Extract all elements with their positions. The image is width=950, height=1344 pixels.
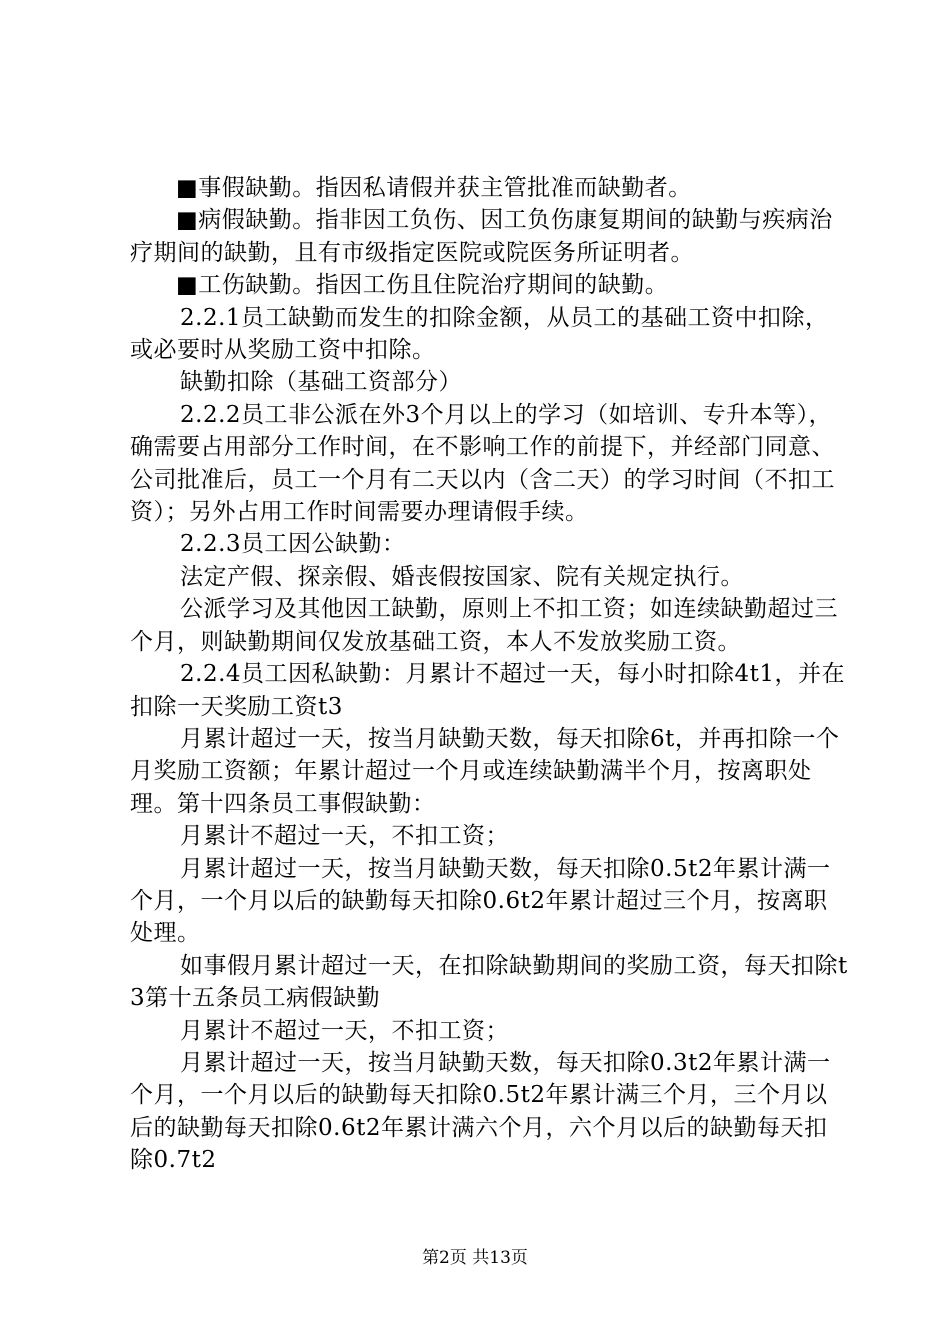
- paragraph-deduction-heading: 缺勤扣除（基础工资部分）: [180, 369, 462, 396]
- paragraph-sick-over-one-day: 月累计超过一天，按当月缺勤天数，每天扣除0.3t2年累计满一个月，一个月以后的缺勤每天扣除0.5t2年累计满三个月，三个月以后的缺勤每天扣除0.6t2年累计满六个月，六个月以后的缺勤每天扣除0.7t2: [130, 1049, 831, 1174]
- paragraph-2-2-3: 2.2.3员工因公缺勤：: [180, 531, 406, 558]
- paragraph-2-2-1: 2.2.1员工缺勤而发生的扣除金额，从员工的基础工资中扣除，或必要时从奖励工资中扣除。: [130, 304, 829, 364]
- paragraph-sick-under-one-day: 月累计不超过一天，不扣工资；: [180, 1017, 509, 1044]
- paragraph-2-2-4: 2.2.4员工因私缺勤：月累计不超过一天，每小时扣除4t1，并在扣除一天奖励工资t3: [130, 661, 846, 720]
- paragraph-injury-leave: ■工伤缺勤。指因工伤且住院治疗期间的缺勤。: [176, 272, 669, 299]
- paragraph-2-2-2: 2.2.2员工非公派在外3个月以上的学习（如培训、专升本等），确需要占用部分工作时间，在不影响工作的前提下，并经部门同意、公司批准后，员工一个月有二天以内（含二天）的学习时间（不扣工资）；另外占用工作时间需要办理请假手续。: [130, 401, 835, 526]
- paragraph-statutory-leave: 法定产假、探亲假、婚丧假按国家、院有关规定执行。: [180, 563, 744, 590]
- document-body: [130, 172, 850, 1177]
- paragraph-sick-leave: ■病假缺勤。指非因工负伤、因工负伤康复期间的缺勤与疾病治疗期间的缺勤，且有市级指定医院或院医务所证明者。: [130, 207, 833, 266]
- paragraph-official-study: 公派学习及其他因工缺勤，原则上不扣工资；如连续缺勤超过三个月，则缺勤期间仅发放基础工资，本人不发放奖励工资。: [130, 596, 838, 655]
- paragraph-personal-under-one-day: 月累计不超过一天，不扣工资；: [180, 823, 509, 850]
- paragraph-personal-over-one-day: 月累计超过一天，按当月缺勤天数，每天扣除0.5t2年累计满一个月，一个月以后的缺勤每天扣除0.6t2年累计超过三个月，按离职处理。: [130, 855, 831, 947]
- paragraph-monthly-over-one-day: 月累计超过一天，按当月缺勤天数，每天扣除6t，并再扣除一个月奖励工资额；年累计超过一个月或连续缺勤满半个月，按离职处理。第十四条员工事假缺勤：: [130, 725, 840, 817]
- paragraph-personal-bonus-deduction: 如事假月累计超过一天，在扣除缺勤期间的奖励工资，每天扣除t3第十五条员工病假缺勤: [130, 952, 848, 1012]
- page-number-footer: 第2页 共13页: [422, 1248, 528, 1268]
- paragraph-personal-leave: ■事假缺勤。指因私请假并获主管批准而缺勤者。: [176, 175, 692, 201]
